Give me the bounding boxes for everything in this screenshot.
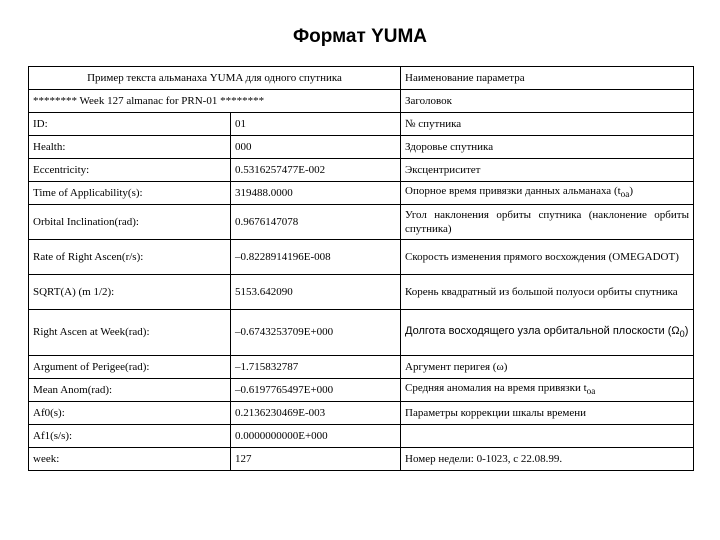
row-value: 0.5316257477E-002 xyxy=(231,159,401,182)
row-description-text: Опорное время привязки данных альманаха (t xyxy=(405,185,621,198)
row-description xyxy=(401,425,694,448)
table-row xyxy=(29,275,694,310)
row-value: 127 xyxy=(231,448,401,471)
row-label: week: xyxy=(29,448,231,471)
table-row xyxy=(29,356,694,379)
table-row xyxy=(29,402,694,425)
row-label: Rate of Right Ascen(r/s): xyxy=(29,240,231,275)
row-description xyxy=(401,310,694,356)
row-value: –1.715832787 xyxy=(231,356,401,379)
row-description: Корень квадратный из большой полуоси орбиты спутника xyxy=(401,275,694,310)
table-row xyxy=(29,182,694,205)
row-description: № спутника xyxy=(401,113,694,136)
row-label: Time of Applicability(s): xyxy=(29,182,231,205)
row-description-suffix: ) xyxy=(629,185,633,198)
header-row xyxy=(29,67,694,90)
row-description-suffix: ) xyxy=(684,324,689,337)
row-label: Argument of Perigee(rad): xyxy=(29,356,231,379)
table-row xyxy=(29,136,694,159)
row-description-text: Долгота восходящего узла орбитальной плоскости (Ω xyxy=(405,324,680,337)
table-row xyxy=(29,159,694,182)
row-label: SQRT(A) (m 1/2): xyxy=(29,275,231,310)
row-value: 0.0000000000E+000 xyxy=(231,425,401,448)
row-label: Af1(s/s): xyxy=(29,425,231,448)
header-sample-text: Пример текста альманаха YUMA для одного спутника xyxy=(29,67,401,90)
table-row xyxy=(29,379,694,402)
week-header-description: Заголовок xyxy=(401,90,694,113)
row-label: Health: xyxy=(29,136,231,159)
row-description: Эксцентриситет xyxy=(401,159,694,182)
row-label: Mean Anom(rad): xyxy=(29,379,231,402)
row-description-subscript: 0 xyxy=(679,329,685,340)
row-description xyxy=(401,182,694,205)
row-description-text: Средняя аномалия на время привязки t xyxy=(405,382,587,395)
week-header-text: ******** Week 127 almanac for PRN-01 ******** xyxy=(29,90,401,113)
row-description: Угол наклонения орбиты спутника (наклонение орбиты спутника) xyxy=(401,205,694,240)
row-value: 000 xyxy=(231,136,401,159)
row-description: Скорость изменения прямого восхождения (OMEGADOT) xyxy=(401,240,694,275)
table-row xyxy=(29,205,694,240)
row-value: 0.2136230469E-003 xyxy=(231,402,401,425)
row-value: 5153.642090 xyxy=(231,275,401,310)
table-row xyxy=(29,448,694,471)
row-value: –0.6197765497E+000 xyxy=(231,379,401,402)
row-description-subscript: оа xyxy=(620,189,630,200)
row-label: Af0(s): xyxy=(29,402,231,425)
week-header-row xyxy=(29,90,694,113)
row-value: 01 xyxy=(231,113,401,136)
row-description: Параметры коррекции шкалы времени xyxy=(401,402,694,425)
row-description: Здоровье спутника xyxy=(401,136,694,159)
row-description: Номер недели: 0-1023, с 22.08.99. xyxy=(401,448,694,471)
row-value: –0.6743253709E+000 xyxy=(231,310,401,356)
row-label: Eccentricity: xyxy=(29,159,231,182)
row-label: Orbital Inclination(rad): xyxy=(29,205,231,240)
table-row xyxy=(29,240,694,275)
table-row xyxy=(29,113,694,136)
table-row xyxy=(29,425,694,448)
row-description-subscript: оа xyxy=(586,386,596,397)
row-value: 0.9676147078 xyxy=(231,205,401,240)
row-description xyxy=(401,379,694,402)
row-description: Аргумент перигея (ω) xyxy=(401,356,694,379)
row-label: Right Ascen at Week(rad): xyxy=(29,310,231,356)
page-title: Формат YUMA xyxy=(292,26,428,47)
table-row xyxy=(29,310,694,356)
row-label: ID: xyxy=(29,113,231,136)
row-value: –0.8228914196E-008 xyxy=(231,240,401,275)
yuma-table xyxy=(28,66,694,471)
row-value: 319488.0000 xyxy=(231,182,401,205)
header-param-name: Наименование параметра xyxy=(401,67,694,90)
